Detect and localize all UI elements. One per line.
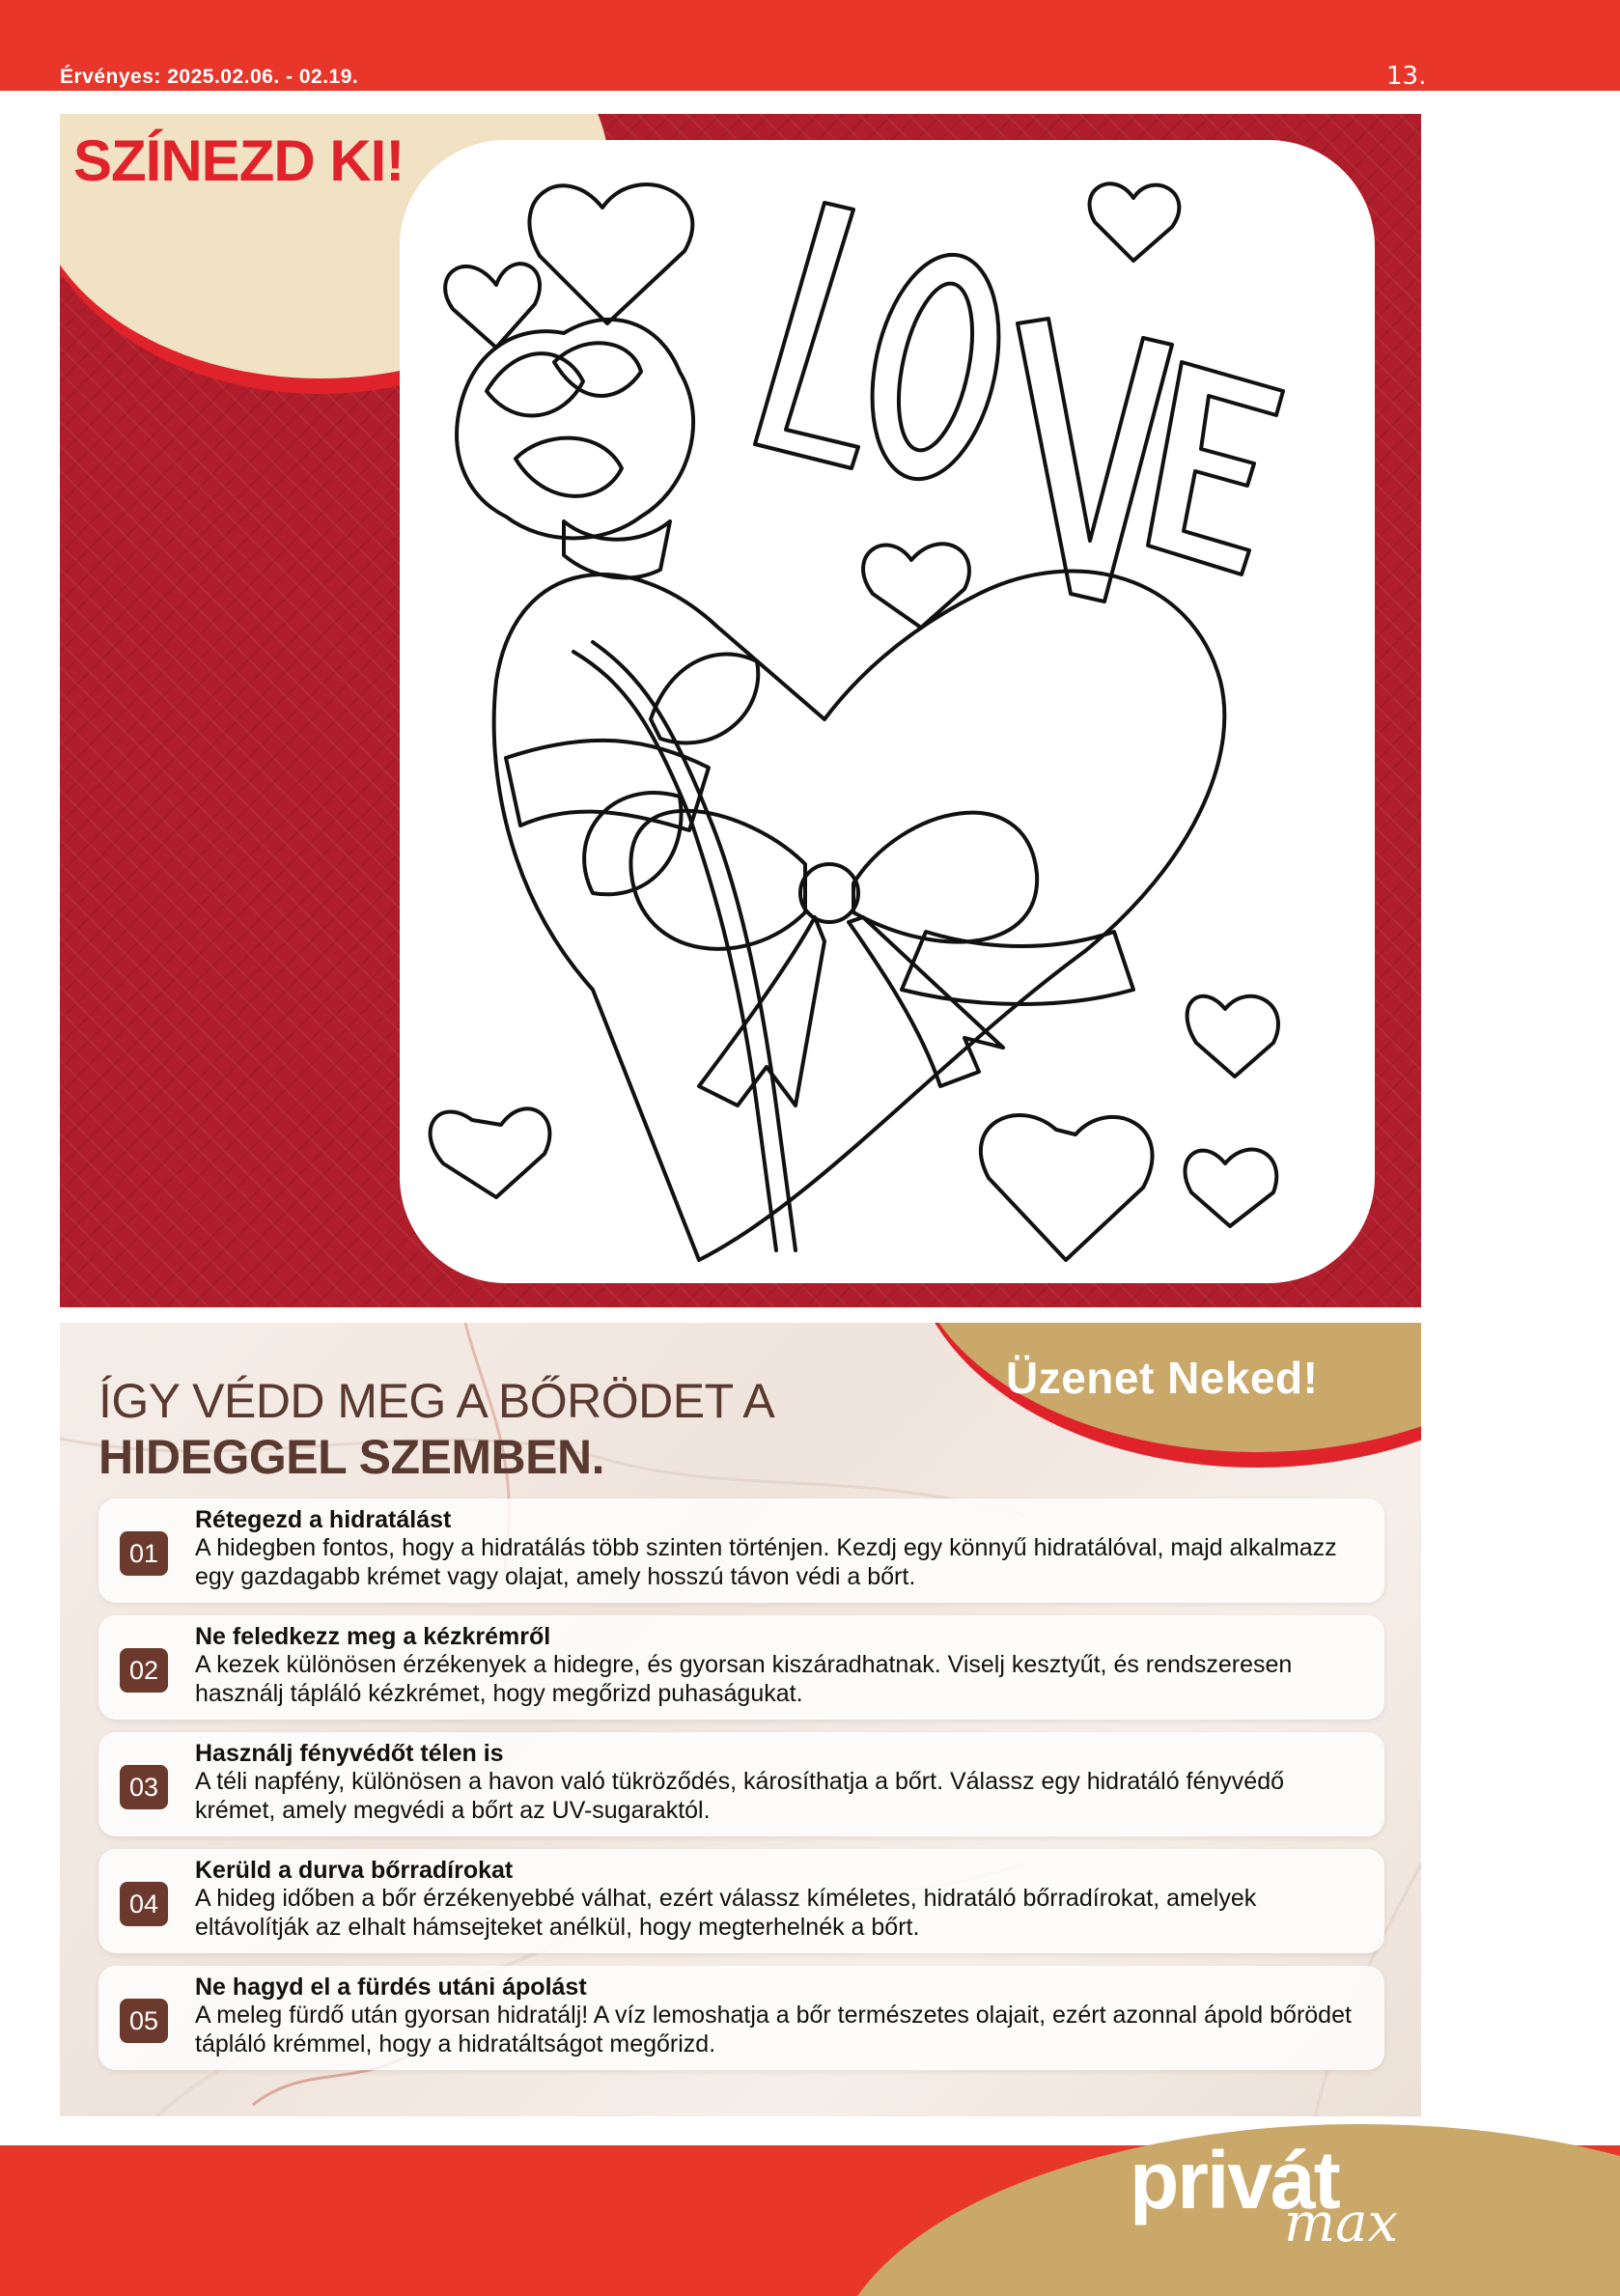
coloring-panel <box>60 114 1421 1307</box>
tip-number-badge: 04 <box>120 1882 168 1926</box>
tips-heading-line2: HIDEGGEL SZEMBEN. <box>98 1430 604 1484</box>
tip-title: Ne hagyd el a fürdés utáni ápolást <box>195 1974 587 2001</box>
heart-outline-icon <box>529 184 692 323</box>
tip-title: Használj fényvédőt télen is <box>195 1740 504 1767</box>
bow <box>630 811 1037 1106</box>
tip-text: A meleg fürdő után gyorsan hidratálj! A víz lemoshatja a bőr természetes olajait, ezért azonnal ápold bőrödet tápláló krémmel, hogy a hidratáltságot megőrizd. <box>195 2002 1352 2058</box>
coloring-title: SZÍNEZD KI! <box>73 128 405 193</box>
message-badge-label: Üzenet Neked! <box>1006 1353 1319 1403</box>
skin-care-tips-panel <box>60 1323 1421 2116</box>
heart-outline-icon <box>1185 1150 1276 1226</box>
tip-card <box>98 1615 1384 1720</box>
tip-title: Rétegezd a hidratálást <box>195 1506 452 1533</box>
privat-max-logo <box>1130 2134 1448 2254</box>
rose <box>457 320 796 1250</box>
tip-number-badge: 01 <box>120 1531 168 1576</box>
tip-card <box>98 1849 1384 1953</box>
tip-text: A téli napfény, különösen a havon való tükröződés, károsíthatja a bőrt. Válassz egy hidratáló fényvédő krémet, amely megvédi a bőrt az UV-sugaraktól. <box>195 1768 1285 1824</box>
love-letters <box>755 203 1283 602</box>
validity-date: Érvényes: 2025.02.06. - 02.19. <box>60 66 359 88</box>
coloring-page <box>400 140 1375 1283</box>
tip-text: A kezek különösen érzékenyek a hidegre, és gyorsan kiszáradhatnak. Viselj kesztyűt, és rendszeresen használj tápláló kézkrémet, hogy megőrizd puhaságukat. <box>195 1651 1293 1707</box>
tip-text: A hidegben fontos, hogy a hidratálás több szinten történjen. Kezdj egy könnyű hidratálóval, majd alkalmazz egy gazdagabb krémet vagy olajat, amely hosszú távon védi a bőrt. <box>195 1534 1337 1590</box>
page-number: 13. <box>1386 62 1427 91</box>
heart-outline-icon <box>863 544 969 628</box>
tip-title: Kerüld a durva bőrradírokat <box>195 1857 514 1884</box>
heart-outline-icon <box>431 1108 550 1197</box>
tip-card <box>98 1966 1384 2070</box>
tip-card <box>98 1732 1384 1836</box>
tip-title: Ne feledkezz meg a kézkrémről <box>195 1623 551 1650</box>
logo-main-text: privát <box>1130 2135 1339 2226</box>
tip-number-badge: 03 <box>120 1765 168 1809</box>
heart-outline-icon <box>1090 183 1180 261</box>
heart-outline-icon <box>981 1115 1153 1260</box>
tips-heading-line1: ÍGY VÉDD MEG A BŐRÖDET A <box>98 1374 775 1428</box>
tip-number-badge: 05 <box>120 1999 168 2043</box>
heart-outline-icon <box>1187 996 1278 1077</box>
tip-text: A hideg időben a bőr érzékenyebbé válhat, ezért válassz kíméletes, hidratáló bőrradírokat, amelyek eltávolítják az elhalt hámsejteket anélkül, hogy megterhelnék a bőrt. <box>195 1885 1257 1941</box>
logo-sub-text: max <box>1284 2192 1399 2254</box>
tip-number-badge: 02 <box>120 1648 168 1693</box>
tips-heading <box>98 1373 774 1485</box>
tip-card <box>98 1498 1384 1603</box>
